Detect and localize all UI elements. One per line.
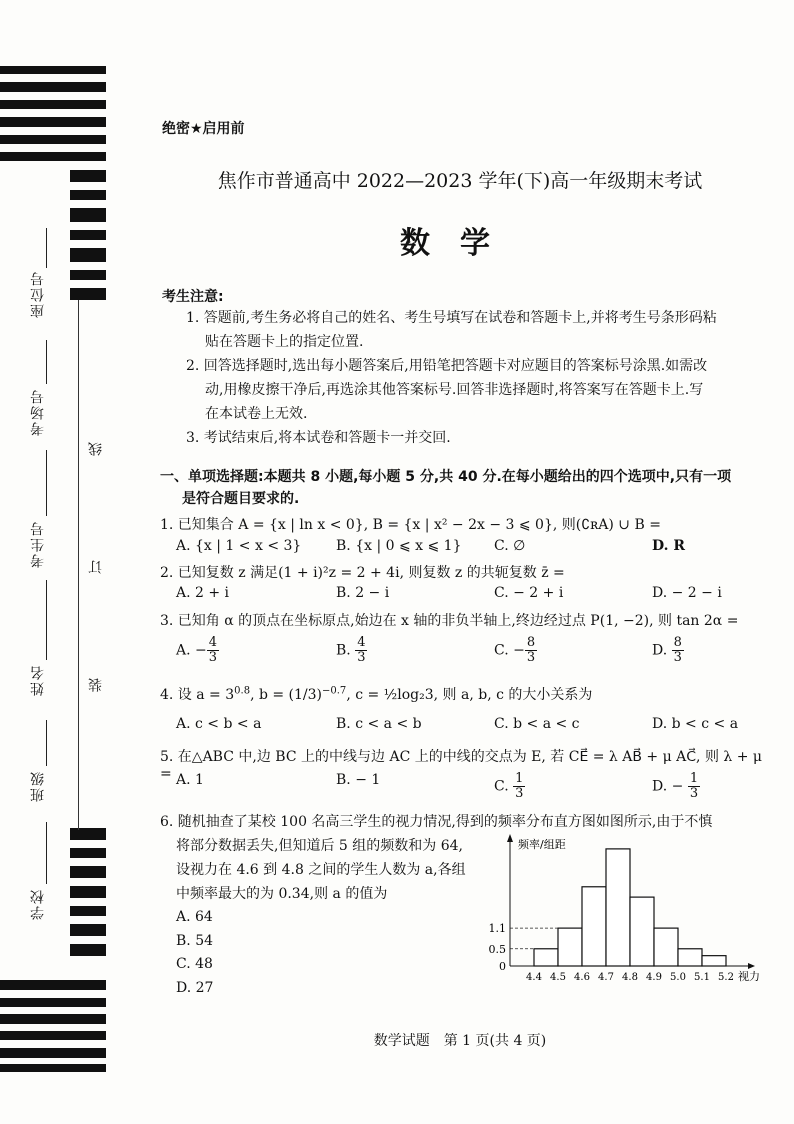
y-axis-arrow xyxy=(507,834,513,842)
stem-line: 设视力在 4.6 到 4.8 之间的学生人数为 a,各组 xyxy=(176,862,466,878)
numerator: 4 xyxy=(208,635,218,650)
binding-stripe xyxy=(70,288,106,300)
x-tick-label: 5.0 xyxy=(670,972,686,983)
name-label: 姓名 xyxy=(30,664,46,696)
stem-line: 中频率最大的为 0.34,则 a 的值为 xyxy=(176,886,388,902)
binding-strip xyxy=(0,0,110,1124)
option-d xyxy=(652,636,684,665)
numerator: 1 xyxy=(689,771,699,786)
exponent: 0.8 xyxy=(234,685,251,697)
question-2-options xyxy=(176,585,766,607)
option-label: C. xyxy=(494,778,514,795)
bind-word-line: 线 xyxy=(88,442,104,456)
bind-word-bind: 装 xyxy=(88,678,104,692)
x-tick-label: 4.4 xyxy=(526,972,542,983)
question-1-stem: 1. 已知集合 A = {x | ln x < 0}, B = {x | x² − 2x − 3 ⩽ 0}, 则(∁ʀA) ∪ B = xyxy=(160,517,661,533)
page-footer: 数学试题 第 1 页(共 4 页) xyxy=(373,1033,547,1049)
binding-stripe xyxy=(70,906,106,916)
histogram-bar xyxy=(606,849,630,966)
option-a xyxy=(176,636,219,665)
histogram-bar xyxy=(630,897,654,966)
option-a: A. {x | 1 < x < 3} xyxy=(176,538,302,554)
fraction xyxy=(513,772,525,801)
notice-line: 3. 考试结束后,将本试卷和答题卡一并交回. xyxy=(186,430,451,446)
option-b: B. 2 − i xyxy=(336,585,390,601)
option-a: A. c < b < a xyxy=(176,716,262,732)
question-4-options xyxy=(176,716,766,738)
x-axis-label: 视力 xyxy=(738,970,760,983)
binding-stripe xyxy=(0,66,106,74)
numerator: 8 xyxy=(673,635,682,650)
candidate-number-blank xyxy=(46,450,47,516)
denominator: 3 xyxy=(526,650,536,665)
option-label: B. xyxy=(336,642,356,659)
numerator: 4 xyxy=(357,635,366,650)
option-a: A. 2 + i xyxy=(176,585,230,601)
histogram-bar xyxy=(582,887,606,966)
fraction xyxy=(688,772,700,801)
option-b: B. {x | 0 ⩽ x ⩽ 1} xyxy=(336,538,462,554)
exponent: −0.7 xyxy=(322,685,347,697)
stem-part: , b = (1/3) xyxy=(250,687,323,703)
histogram-bar xyxy=(534,949,558,966)
y-tick-label: 1.1 xyxy=(488,922,506,936)
option-label: A. − xyxy=(176,642,207,659)
binding-stripe xyxy=(70,886,106,898)
option-label: C. − xyxy=(494,642,525,659)
x-tick-label: 4.6 xyxy=(574,972,590,983)
exam-room-blank xyxy=(46,340,47,384)
notice-line: 在本试卷上无效. xyxy=(205,406,308,422)
class-label: 班级 xyxy=(30,770,46,802)
binding-stripe xyxy=(0,100,106,109)
frequency-histogram xyxy=(476,834,766,984)
question-5-stem: 5. 在△ABC 中,边 BC 上的中线与边 AC 上的中线的交点为 E, 若 CE⃗ = λ AB⃗ + μ AC⃗, 则 λ + μ = xyxy=(160,749,762,782)
binding-stripe xyxy=(0,117,106,127)
notice-list xyxy=(186,306,766,450)
question-4-stem xyxy=(160,684,770,704)
option-c xyxy=(494,636,537,665)
x-tick-label: 4.7 xyxy=(598,972,614,983)
denominator: 3 xyxy=(515,786,524,801)
fraction xyxy=(672,636,684,665)
fraction xyxy=(207,636,219,665)
numerator: 8 xyxy=(526,635,536,650)
confidential-mark: 绝密★启用前 xyxy=(162,121,245,137)
school-blank xyxy=(46,822,47,884)
binding-stripe xyxy=(0,1031,106,1040)
notice-heading: 考生注意: xyxy=(162,289,224,305)
option-label: D. xyxy=(652,642,672,659)
question-5-options xyxy=(176,772,766,806)
option-d xyxy=(652,772,700,801)
notice-line: 贴在答题卡上的指定位置. xyxy=(205,334,364,350)
option-c: C. ∅ xyxy=(494,538,526,554)
option-b xyxy=(336,636,367,665)
binding-stripe xyxy=(0,152,106,161)
denominator: 3 xyxy=(689,786,699,801)
binding-stripe xyxy=(0,135,106,144)
y-axis-label: 频率/组距 xyxy=(518,838,566,851)
question-3-stem: 3. 已知角 α 的顶点在坐标原点,始边在 x 轴的非负半轴上,终边经过点 P(1, −2), 则 tan 2α = xyxy=(160,613,739,629)
candidate-number-label: 考生号 xyxy=(30,520,46,568)
binding-stripe xyxy=(0,1064,106,1072)
stem-line: 6. 随机抽查了某校 100 名高三学生的视力情况,得到的频率分布直方图如图所示,由于不慎 xyxy=(160,814,713,830)
binding-stripe xyxy=(70,924,106,936)
denominator: 3 xyxy=(357,650,366,665)
seat-number-blank xyxy=(46,228,47,268)
binding-stripe xyxy=(0,1048,106,1058)
denominator: 3 xyxy=(208,650,218,665)
school-label: 学校 xyxy=(30,888,46,920)
histogram-bar xyxy=(654,928,678,966)
seat-number-label: 座位号 xyxy=(30,270,46,318)
binding-stripe xyxy=(70,944,106,956)
notice-line: 动,用橡皮擦干净后,再选涂其他答案标号.回答非选择题时,将答案写在答题卡上.写 xyxy=(205,382,704,398)
binding-stripe xyxy=(70,208,106,222)
exam-room-label: 考场号 xyxy=(30,388,46,436)
x-tick-label: 5.1 xyxy=(694,972,710,983)
binding-stripe xyxy=(70,866,106,878)
exam-title: 焦作市普通高中 2022—2023 学年(下)高一年级期末考试 xyxy=(217,170,703,192)
option-c: C. − 2 + i xyxy=(494,585,564,601)
option-c xyxy=(494,772,525,801)
histogram-bar xyxy=(702,956,726,966)
question-6-options xyxy=(176,906,213,1000)
binding-stripe xyxy=(70,848,106,858)
binding-stripe xyxy=(70,170,106,182)
binding-stripe xyxy=(0,82,106,92)
binding-stripe xyxy=(0,980,106,990)
x-axis-arrow xyxy=(748,963,755,969)
stem-part: , c = ½log₂3, 则 a, b, c 的大小关系为 xyxy=(346,687,593,703)
bind-word-staple: 订 xyxy=(88,560,104,574)
histogram-bar xyxy=(678,949,702,966)
question-1-options xyxy=(176,538,766,560)
option-d: D. 27 xyxy=(176,979,214,996)
binding-stripe xyxy=(70,230,106,240)
class-blank xyxy=(46,720,47,766)
fraction xyxy=(355,636,367,665)
stem-line: 将部分数据丢失,但知道后 5 组的频数和为 64, xyxy=(176,838,463,854)
notice-line: 1. 答题前,考生务必将自己的姓名、考生号填写在试卷和答题卡上,并将考生号条形码粘 xyxy=(186,310,717,326)
option-b: B. 54 xyxy=(176,932,214,949)
binding-stripe xyxy=(0,998,106,1007)
question-3-options xyxy=(176,636,766,670)
option-d: D. − 2 − i xyxy=(652,585,722,601)
binding-stripe xyxy=(70,828,106,840)
x-tick-label: 4.8 xyxy=(622,972,638,983)
option-c: C. b < a < c xyxy=(494,716,580,732)
binding-stripe xyxy=(70,248,106,262)
notice-line: 2. 回答选择题时,选出每小题答案后,用铅笔把答题卡对应题目的答案标号涂黑.如需改 xyxy=(186,358,708,374)
numerator: 1 xyxy=(515,771,524,786)
option-d: D. R xyxy=(652,538,686,554)
x-tick-label: 5.2 xyxy=(718,972,734,983)
stem-part: 4. 设 a = 3 xyxy=(160,687,235,703)
option-label: D. − xyxy=(652,778,688,795)
binding-dashed-line xyxy=(78,300,80,830)
option-a: A. 64 xyxy=(176,909,213,925)
y-tick-label: 0 xyxy=(499,960,506,973)
subject-title: 数学 xyxy=(400,226,520,261)
option-b: B. − 1 xyxy=(336,772,381,788)
y-tick-label: 0.5 xyxy=(488,942,506,956)
name-blank xyxy=(46,580,47,660)
option-a: A. 1 xyxy=(176,772,204,788)
section-heading-line: 一、单项选择题:本题共 8 小题,每小题 5 分,共 40 分.在每小题给出的四个选项中,只有一项 xyxy=(160,469,732,485)
binding-stripe xyxy=(0,1014,106,1024)
binding-stripe xyxy=(70,190,106,200)
denominator: 3 xyxy=(673,650,682,665)
option-c: C. 48 xyxy=(176,956,213,972)
question-2-stem: 2. 已知复数 z 满足(1 + i)²z = 2 + 4i, 则复数 z 的共轭复数 z̄ = xyxy=(160,565,565,581)
option-b: B. c < a < b xyxy=(336,716,422,732)
binding-stripe xyxy=(70,270,106,280)
section-heading xyxy=(160,466,770,510)
x-tick-label: 4.9 xyxy=(646,972,662,983)
section-heading-line: 是符合题目要求的. xyxy=(182,491,300,507)
x-tick-label: 4.5 xyxy=(550,972,566,983)
histogram-bar xyxy=(558,928,582,966)
option-d: D. b < c < a xyxy=(652,716,739,732)
fraction xyxy=(525,636,537,665)
